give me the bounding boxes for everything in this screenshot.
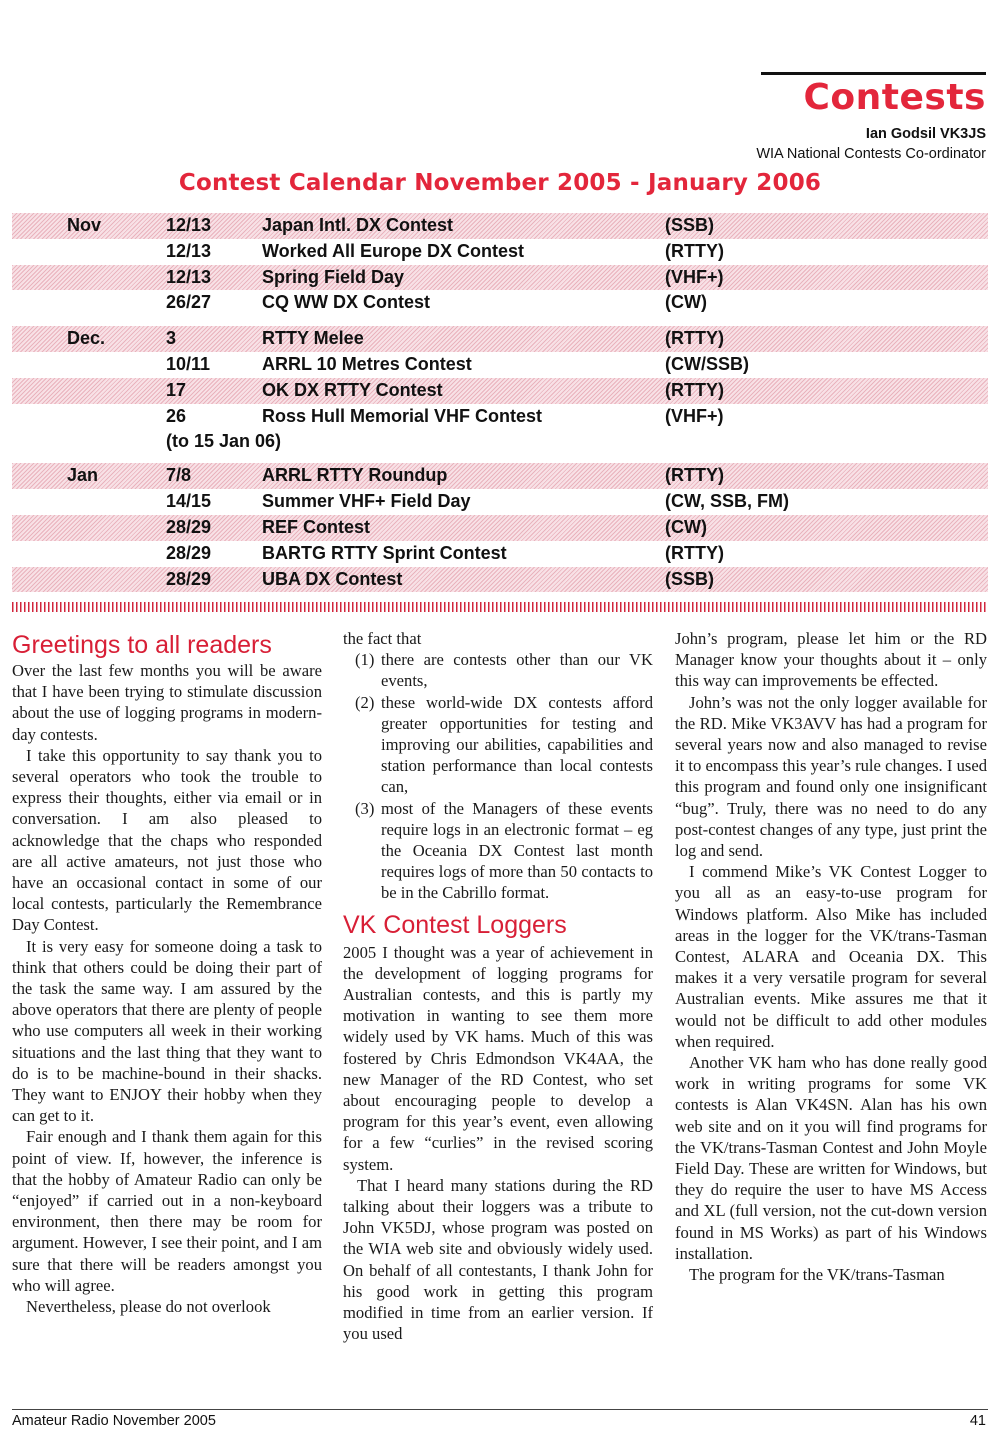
- paragraph: John’s was not the only logger available for the RD. Mike VK3AVV has had a program for several years now and also managed to revise it to encompass this year’s rule changes. I used this program and found only one insignificant “bug”. Truly, there was no need to do any post-contest changes of any type, just print the log and send.: [675, 692, 987, 861]
- calendar-contest-name: Worked All Europe DX Contest: [262, 240, 525, 261]
- calendar-contest-name: ARRL 10 Metres Contest: [262, 353, 472, 374]
- byline: [756, 124, 986, 164]
- calendar-month: Jan: [67, 465, 99, 486]
- article-column-2: [343, 628, 653, 1345]
- calendar-contest-name: Ross Hull Memorial VHF Contest: [262, 405, 543, 426]
- list-text: these world-wide DX contests afford greater opportunities for testing and improving our abilities, capabilities and station performance than local contests can,: [381, 692, 653, 797]
- page-number: 41: [969, 1413, 986, 1429]
- calendar-row: [12, 265, 988, 291]
- calendar-date: 28/29: [166, 542, 212, 563]
- list-text: most of the Managers of these events require logs in an electronic format – eg the Oceania DX Contest last month requires logs of more than 50 contacts to be in the Cabrillo format.: [381, 798, 653, 903]
- calendar-mode: (CW/SSB): [665, 353, 749, 374]
- list-number: (2): [355, 692, 375, 712]
- calendar-date: 28/29: [166, 568, 212, 589]
- section-header: [761, 72, 986, 121]
- calendar-month: Dec.: [67, 328, 106, 349]
- calendar-mode: (RTTY): [665, 379, 724, 400]
- paragraph: Over the last few months you will be aware that I have been trying to stimulate discussion about the use of logging programs in modern-day contests.: [12, 661, 322, 744]
- calendar-contest-name: BARTG RTTY Sprint Contest: [262, 542, 507, 563]
- paragraph: Fair enough and I thank them again for this point of view. If, however, the inference is that the hobby of Amateur Radio can only be “enjoyed” if carried out in a non-keyboard environment, then there may be room for argument. However, I see their point, and I am sure that there will be readers amongst you who will agree.: [12, 1127, 322, 1295]
- calendar-date: 12/13: [166, 215, 212, 235]
- list-item: [343, 798, 653, 904]
- calendar-date: 3: [166, 328, 177, 349]
- calendar-note-row: [12, 429, 988, 453]
- paragraph: I take this opportunity to say thank you to several operators who took the trouble to express their thoughts, either via email or in conversation. I am also pleased to acknowledge that the chaps who responded are all active amateurs, not just those who have an occasional contact in some of our local contests, particularly the Remembrance Day Contest.: [12, 745, 322, 935]
- paragraph: Nevertheless, please do not overlook: [26, 1297, 271, 1317]
- paragraph: The program for the VK/trans-Tasman: [689, 1265, 945, 1285]
- calendar-mode: (VHF+): [665, 405, 724, 426]
- calendar-row: [12, 352, 988, 378]
- heading-greetings: Greetings to all readers: [12, 631, 272, 659]
- calendar-date: 26: [166, 405, 187, 426]
- article-column-3: [675, 628, 987, 1285]
- calendar-mode: (RTTY): [665, 465, 724, 486]
- calendar-mode: (RTTY): [665, 240, 724, 261]
- calendar-mode: (VHF+): [665, 266, 724, 287]
- calendar-row: [12, 213, 988, 239]
- heading-vk-contest-loggers: VK Contest Loggers: [343, 910, 567, 939]
- calendar-mode: (RTTY): [665, 542, 724, 563]
- calendar-row: [12, 404, 988, 430]
- calendar-contest-name: UBA DX Contest: [262, 568, 403, 589]
- calendar-date: 10/11: [166, 353, 211, 374]
- list-item: [343, 692, 653, 798]
- calendar-date: 26/27: [166, 292, 212, 313]
- calendar-month: Nov: [67, 215, 102, 235]
- section-title: Contests: [803, 77, 986, 118]
- calendar-contest-name: Japan Intl. DX Contest: [262, 215, 454, 235]
- calendar-contest-name: REF Contest: [262, 516, 370, 537]
- paragraph: That I heard many stations during the RD talking about their loggers was a tribute to John VK5DJ, whose program was posted on the WIA web site and obviously widely used. On behalf of all contestants, I thank John for his good work in getting this program modified in time from an earlier version. If you used: [343, 1175, 653, 1344]
- group-spacer: [12, 453, 988, 463]
- calendar-contest-name: ARRL RTTY Roundup: [262, 465, 448, 486]
- calendar-mode: (RTTY): [665, 328, 724, 349]
- author-role: WIA National Contests Co-ordinator: [756, 146, 986, 162]
- calendar-date: 7/8: [166, 465, 192, 486]
- calendar-date: 12/13: [166, 240, 212, 261]
- paragraph: John’s program, please let him or the RD Manager know your thoughts about it – only this way can improvements be effected.: [675, 629, 987, 691]
- paragraph: Another VK ham who has done really good work in writing programs for some VK contests is Alan VK4SN. Alan has his own web site and on it you will find programs for the VK/trans-Tasman Contest and John Moyle Field Day. These are written for Windows, but they do require the user to have MS Access and XL (full version, not the cut-down version found in MS Works) as part of his Windows installation.: [675, 1053, 987, 1263]
- calendar-row: [12, 239, 988, 265]
- calendar-date: 17: [166, 379, 187, 400]
- calendar-contest-name: CQ WW DX Contest: [262, 292, 430, 313]
- calendar-contest-name: OK DX RTTY Contest: [262, 379, 443, 400]
- article-column-1: [12, 628, 322, 1317]
- contest-calendar: [12, 213, 988, 592]
- list-item: [343, 649, 653, 691]
- calendar-row: [12, 541, 988, 567]
- paragraph: 2005 I thought was a year of achievement in the development of logging programs for Australian contests, and this is partly my motivation in wanting to see them more widely used by VK hams. Much of this was fostered by Chris Edmondson VK4AA, the new Manager of the RD Contest, who set about encouraging people to develop a program for this year’s event, even allowing for a few “curlies” in the revised scoring system.: [343, 942, 653, 1174]
- calendar-mode: (SSB): [665, 568, 714, 589]
- calendar-row: [12, 489, 988, 515]
- calendar-row: [12, 378, 988, 404]
- calendar-date: 14/15: [166, 491, 212, 512]
- calendar-row: [12, 567, 988, 593]
- calendar-title: Contest Calendar November 2005 - January 2006: [178, 170, 822, 196]
- decorative-divider: [12, 602, 988, 612]
- calendar-row: [12, 515, 988, 541]
- calendar-mode: (CW, SSB, FM): [665, 491, 789, 512]
- calendar-row: [12, 290, 988, 316]
- list-text: there are contests other than our VK events,: [381, 650, 653, 691]
- calendar-mode: (CW): [665, 516, 707, 537]
- list-number: (1): [355, 650, 375, 670]
- calendar-mode: (SSB): [665, 215, 714, 235]
- calendar-contest-name: RTTY Melee: [262, 328, 364, 349]
- calendar-row: [12, 463, 988, 489]
- group-spacer: [12, 316, 988, 326]
- paragraph: I commend Mike’s VK Contest Logger to you all as an easy-to-use program for Windows platform. Also Mike has included areas in the logger for the VK/trans-Tasman Contest, ALARA and Oceania DX. This makes it a very versatile program for several Australian events. Mike assures me that it would not be difficult to add other modules when required.: [675, 862, 987, 1051]
- calendar-row: [12, 326, 988, 352]
- list-number: (3): [355, 798, 375, 818]
- calendar-date: 28/29: [166, 516, 212, 537]
- calendar-mode: (CW): [665, 292, 707, 313]
- author-name: Ian Godsil VK3JS: [865, 126, 986, 142]
- footer-divider: [12, 1409, 988, 1410]
- calendar-contest-name: Summer VHF+ Field Day: [262, 491, 471, 512]
- calendar-date: 12/13: [166, 266, 212, 287]
- paragraph: the fact that: [343, 629, 422, 648]
- calendar-contest-name: Spring Field Day: [262, 266, 405, 287]
- calendar-note: (to 15 Jan 06): [166, 431, 282, 452]
- paragraph: It is very easy for someone doing a task to think that others could be doing their part of the task the same way. I am assured by the above operators that there are plenty of people who use computers all week in their working situations and the last thing that they want to do is to be machine-bound in their shacks. They want to ENJOY their hobby when they can get to it.: [12, 936, 322, 1126]
- footer-publication: Amateur Radio November 2005: [12, 1413, 216, 1429]
